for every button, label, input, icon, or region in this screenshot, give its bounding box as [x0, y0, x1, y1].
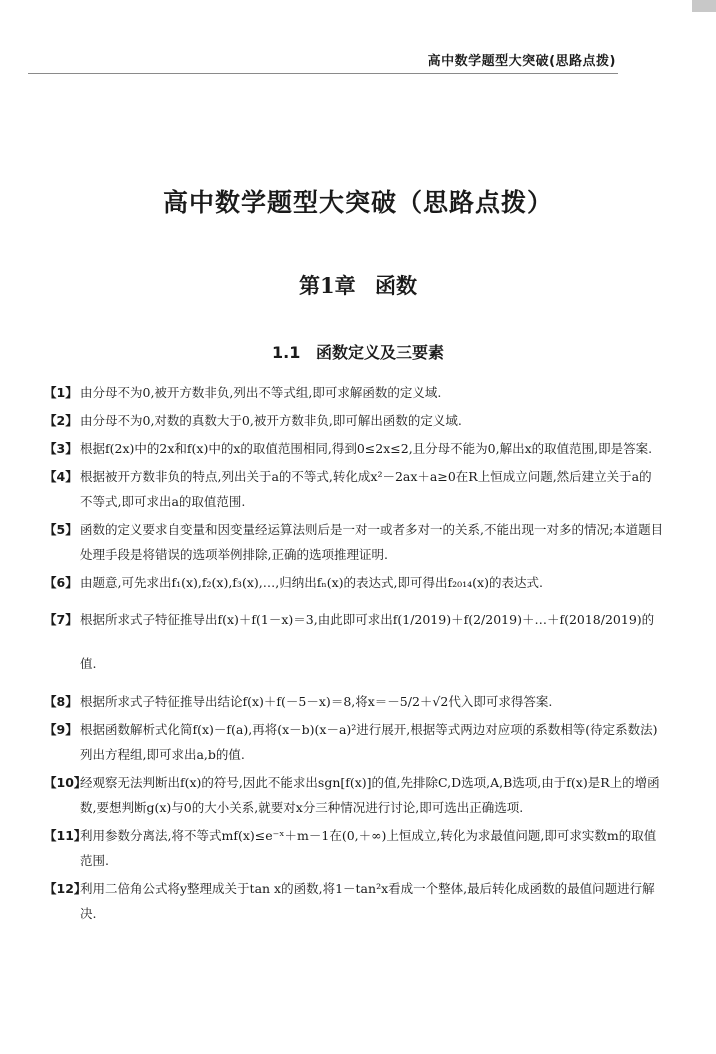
chapter-title: 第1章 函数	[299, 273, 417, 298]
hint-item-12	[44, 876, 664, 926]
corner-thumb-tab	[692, 0, 716, 12]
hint-number: 【10】	[44, 775, 87, 790]
hint-number: 【1】	[44, 385, 78, 400]
hint-number: 【8】	[44, 694, 78, 709]
hint-item-8	[44, 689, 664, 714]
hint-item-6	[44, 570, 664, 595]
header-rule	[28, 73, 618, 74]
hint-item-9	[44, 717, 664, 767]
hint-item-5	[44, 517, 664, 567]
hint-number: 【2】	[44, 413, 78, 428]
hint-item-11	[44, 823, 664, 873]
hint-number: 【11】	[44, 828, 87, 843]
hint-list	[44, 380, 664, 929]
hint-number: 【9】	[44, 722, 78, 737]
hint-item-3	[44, 436, 664, 461]
hint-text: 根据函数解析式化简f(x)－f(a),再将(x－b)(x－a)²进行展开,根据等式两边对应项的系数相等(待定系数法)列出方程组,即可求出a,b的值.	[80, 722, 658, 762]
hint-text: 函数的定义要求自变量和因变量经运算法则后是一对一或者多对一的关系,不能出现一对多的情况;本道题目处理手段是将错误的选项举例排除,正确的选项推理证明.	[80, 522, 664, 562]
hint-text: 根据所求式子特征推导出f(x)＋f(1－x)＝3,由此即可求出f(1/2019)＋f(2/2019)＋…＋f(2018/2019)的值.	[80, 612, 655, 671]
hint-item-2	[44, 408, 664, 433]
book-title: 高中数学题型大突破（思路点拨）	[162, 188, 553, 217]
hint-number: 【12】	[44, 881, 87, 896]
hint-text: 由分母不为0,对数的真数大于0,被开方数非负,即可解出函数的定义域.	[80, 413, 462, 428]
hint-text: 利用二倍角公式将y整理成关于tan x的函数,将1－tan²x看成一个整体,最后转化成函数的最值问题进行解决.	[80, 881, 655, 921]
section-title: 1.1 函数定义及三要素	[272, 343, 444, 362]
hint-number: 【5】	[44, 522, 78, 537]
running-header: 高中数学题型大突破(思路点拨)	[427, 54, 616, 69]
hint-item-1	[44, 380, 664, 405]
hint-number: 【6】	[44, 575, 78, 590]
hint-number: 【3】	[44, 441, 78, 456]
hint-text: 根据f(2x)中的2x和f(x)中的x的取值范围相同,得到0≤2x≤2,且分母不能为0,解出x的取值范围,即是答案.	[80, 441, 653, 456]
hint-item-7	[44, 598, 664, 686]
hint-number: 【7】	[44, 612, 78, 627]
hint-text: 根据被开方数非负的特点,列出关于a的不等式,转化成x²－2ax＋a≥0在R上恒成立问题,然后建立关于a的不等式,即可求出a的取值范围.	[80, 469, 652, 509]
hint-item-4	[44, 464, 664, 514]
hint-text: 根据所求式子特征推导出结论f(x)＋f(－5－x)＝8,将x＝－5/2＋√2代入即可求得答案.	[80, 694, 553, 709]
hint-text: 利用参数分离法,将不等式mf(x)≤e⁻ˣ＋m－1在(0,＋∞)上恒成立,转化为求最值问题,即可求实数m的取值范围.	[80, 828, 657, 868]
hint-item-10	[44, 770, 664, 820]
hint-text: 经观察无法判断出f(x)的符号,因此不能求出sgn[f(x)]的值,先排除C,D选项,A,B选项,由于f(x)是R上的增函数,要想判断g(x)与0的大小关系,就要对x分三种情况进行讨论,即可选出正确选项.	[80, 775, 660, 815]
hint-number: 【4】	[44, 469, 78, 484]
hint-text: 由分母不为0,被开方数非负,列出不等式组,即可求解函数的定义域.	[80, 385, 442, 400]
hint-text: 由题意,可先求出f₁(x),f₂(x),f₃(x),…,归纳出fₙ(x)的表达式,即可得出f₂₀₁₄(x)的表达式.	[80, 575, 543, 590]
